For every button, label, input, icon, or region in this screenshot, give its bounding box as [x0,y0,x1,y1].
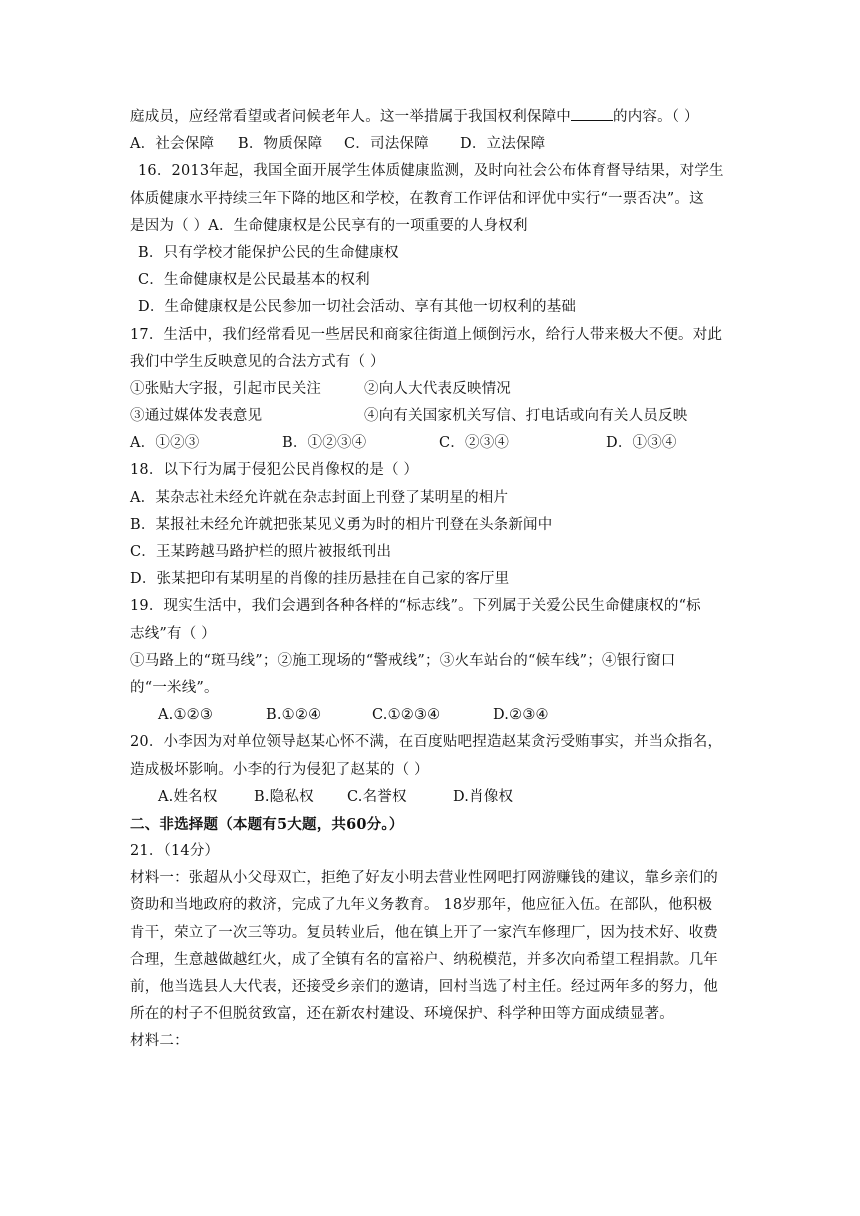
q16-option-b: B．只有学校才能保护公民的生命健康权 [138,244,399,261]
q19-stem-line1: 19．现实生活中，我们会遇到各种各样的“标志线”。下列属于关爱公民生命健康权的“标 [130,598,701,615]
q17-stem-line1: 17．生活中，我们经常看见一些居民和商家往街道上倾倒污水，给行人带来极大不便。对此 [130,326,723,343]
q21-material1-line1: 材料一：张超从小父母双亡，拒绝了好友小明去营业性网吧打网游赚钱的建议，靠乡亲们的 [130,870,718,887]
q20-option-d: D.肖像权 [453,788,514,805]
q17-option-b: B．①②③④ [282,435,367,452]
q15-option-b: B．物质保障 [238,136,323,153]
q20-option-b: B.隐私权 [254,788,314,805]
q18-option-c: C．王某跨越马路护栏的照片被报纸刊出 [130,544,392,560]
q19-stem-line3: ①马路上的“斑马线”；②施工现场的“警戒线”；③火车站台的“候车线”；④银行窗口 [130,652,676,669]
q16-stem-line1: 16．2013年起，我国全面开展学生体质健康监测，及时向社会公布体育督导结果，对学生 [138,163,724,180]
q17-items-row2 [130,403,740,430]
q15-options [130,131,740,158]
q17-item-2: ②向人大代表反映情况 [364,380,511,397]
q17-item-4: ④向有关国家机关写信、打电话或向有关人员反映 [364,408,688,425]
q19-stem-line2: 志线”有（ ） [130,625,216,642]
q17-stem-line2: 我们中学生反映意见的合法方式有（ ） [130,353,385,370]
q19-stem-line4: 的“一米线”。 [130,679,219,696]
q18-option-d: D．张某把印有某明星的肖像的挂历悬挂在自己家的客厅里 [130,571,510,588]
q19-options [130,702,740,729]
q15-option-d: D．立法保障 [460,136,546,153]
q19-option-a: A.①②③ [158,707,214,724]
q16-option-d: D．生命健康权是公民参加一切社会活动、享有其他一切权利的基础 [138,299,577,316]
q18-option-b: B．某报社未经允许就把张某见义勇为时的相片刊登在头条新闻中 [130,516,553,533]
q15-text-b: 的内容。（ ） [613,109,699,125]
q16-option-c: C．生命健康权是公民最基本的权利 [138,272,370,289]
q19-option-b: B.①②④ [266,707,322,724]
q21-material1-line6: 所在的村子不但脱贫致富，还在新农村建设、环境保护、科学种田等方面成绩显著。 [130,1006,674,1023]
q15-option-a: A．社会保障 [130,136,215,153]
q15-option-c: C．司法保障 [344,136,429,153]
q15-text-a: 庭成员，应经常看望或者问候老年人。这一举措属于我国权利保障中 [130,109,571,125]
q20-option-a: A.姓名权 [158,788,218,805]
q21-material1-line5: 前，他当选县人大代表，还接受乡亲们的邀请，回村当选了村主任。经过两年多的努力，他 [130,979,718,995]
q20-stem-line1: 20．小李因为对单位领导赵某心怀不满，在百度贴吧捏造赵某贪污受贿事实，并当众指名， [130,734,723,751]
q17-options [130,430,740,457]
q21-material2-heading: 材料二： [130,1033,189,1050]
section-heading: 二、非选择题（本题有5大题，共60分。） [130,815,404,833]
q19-option-d: D.②③④ [493,707,549,724]
q18-option-a: A．某杂志社未经允许就在杂志封面上刊登了某明星的相片 [130,489,509,506]
q20-option-c: C.名誉权 [347,788,407,805]
q17-items-row1 [130,376,740,403]
q20-stem-line2: 造成极坏影响。小李的行为侵犯了赵某的（ ） [130,761,429,778]
q16-stem-line3: 是因为（ ）A．生命健康权是公民享有的一项重要的人身权利 [130,217,528,234]
q19-option-c: C.①②③④ [372,707,441,724]
q21-material1-line4: 合理，生意越做越红火，成了全镇有名的富裕户、纳税模范，并多次向希望工程捐款。几年 [130,951,718,968]
q21-material1-line2: 资助和当地政府的救济，完成了九年义务教育。 18岁那年，他应征入伍。在部队，他积极 [130,897,713,914]
q21-material1-line3: 肯干，荣立了一次三等功。复员转业后，他在镇上开了一家汽车修理厂，因为技术好、收费 [130,924,718,941]
answer-blank [571,106,613,121]
q15-stem-tail [130,104,740,131]
q17-option-d: D．①③④ [606,435,677,452]
q17-item-3: ③通过媒体发表意见 [130,408,263,425]
q17-option-a: A．①②③ [130,435,200,452]
q20-options [130,784,740,811]
q16-stem-line2: 体质健康水平持续三年下降的地区和学校，在教育工作评估和评优中实行“一票否决”。这 [130,190,704,207]
q17-item-1: ①张贴大字报，引起市民关注 [130,380,322,397]
q17-option-c: C．②③④ [439,435,510,452]
q18-stem: 18．以下行为属于侵犯公民肖像权的是（ ） [130,462,419,479]
exam-page [130,104,740,1056]
q21-heading: 21．（14分） [130,843,220,860]
